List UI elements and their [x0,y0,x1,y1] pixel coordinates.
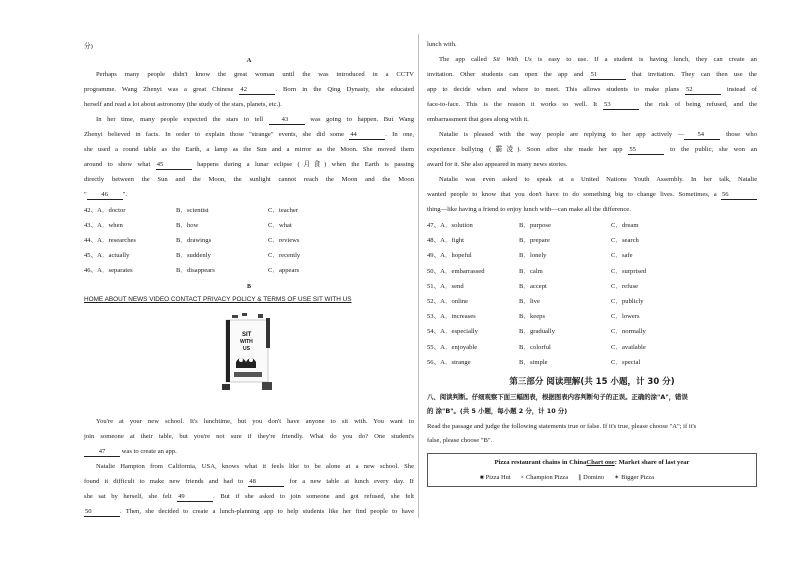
answer-option[interactable]: C．special [611,358,641,366]
passage-line [84,147,414,154]
app-logo-line-2: WITH [240,339,253,345]
text-run: she used a round table as the Earth, a lamp as the Sun and a mirror as the Moon. She moved them [84,146,414,153]
answer-option[interactable]: C．refuse [611,282,639,290]
answer-blank[interactable]: 42 [239,87,275,95]
passage-line [427,57,757,64]
answer-option[interactable]: 47、A．solution [427,222,473,229]
text-run: Zhenyi believed in facts. In order to explain those "strange" events, she did some [84,131,350,138]
answer-option[interactable]: 42、A．doctor [84,207,126,214]
answer-option[interactable]: C．teacher [268,207,299,214]
answer-option[interactable]: B．prepare [519,237,550,245]
legend-marker-icon: × [520,475,525,481]
passage-line [84,162,414,170]
instruction-line2: false, please choose "B". [427,437,493,444]
app-name: Sit With Us [492,56,532,63]
text-run: Natalie is pleased with the way people are replying to her app actively — [439,131,685,138]
answer-option[interactable]: B．disappears [176,267,215,274]
text-run: those who [720,131,757,138]
answer-blank[interactable]: 52 [685,87,721,95]
answer-blank[interactable]: 54 [684,132,720,140]
answer-option[interactable]: B．live [519,298,540,305]
answer-option[interactable]: C．safe [611,252,633,260]
passage-line [84,464,414,471]
chart-one-link[interactable]: Chart one [586,459,615,466]
answer-option[interactable]: 54、A．especially [427,328,478,336]
text-run: is easy to use. If a student is having lunch, they can create an [531,56,757,63]
answer-blank[interactable]: 43 [269,117,305,125]
passage-line [84,132,414,140]
text-run: invitation. Other students can open the app and [427,71,590,78]
answer-option[interactable]: 48、A．fight [427,237,464,245]
passage-line [427,177,757,184]
answer-option[interactable]: C．recently [268,252,301,259]
answer-option[interactable]: C．available [611,343,646,351]
answer-option[interactable]: C．surprised [611,267,647,275]
passage-line [84,87,414,95]
answer-option[interactable]: 46、A．separates [84,267,133,274]
text-run: for a new table at lunch every day. If [284,478,414,485]
answer-option[interactable]: C．appears [268,267,300,274]
text-run: embarrassment that goes along with it. [427,116,529,123]
text-run: that invitation. They can then use the [625,71,757,78]
score-fragment: 分) [84,43,93,50]
section8-line1: 八、阅读判断。仔细观察下面三幅图表，根据图表内容判断句子的正误。正确的涂"A"，错误 [427,393,688,401]
text-run: experience bullying (霸凌). Soon after she made her app [427,146,629,153]
passage-line [84,479,414,487]
legend-label: Pizza Hut [485,474,511,481]
text-run: face-to-face. This is the reason it works so well. It [427,101,604,108]
passage-line [84,419,414,426]
text-run: . Then, she decided to create a lunch-planning app to help students like her find people to have [120,508,414,515]
chart-title-suffix: : Market share of last year [614,459,690,466]
answer-option[interactable]: C．reviews [268,237,300,244]
text-run: . Born in the Qing Dynasty, she educated [275,86,414,93]
app-logo-line-3: US [243,346,250,352]
text-run: . In one, [385,131,415,138]
text-run: instead of [720,86,757,93]
passage-line [84,102,282,109]
text-run: happens during a lunar eclipse (月食) when the Earth is passing [191,161,414,168]
chart-legend [480,475,654,481]
text-run: " [84,191,87,198]
answer-option[interactable]: B．simple [519,358,548,366]
answer-option[interactable]: 51、A．send [427,282,464,290]
text-run: Perhaps many people didn't know the great woman until the was introduced in a CCTV [96,71,414,78]
answer-option[interactable]: C．search [611,237,639,245]
instruction-line1: Read the passage and judge the following statements true or false. If it's true, please choose "A"; if it's [427,423,697,430]
text-run: thing—like having a friend to enjoy lunch with—can make all the difference. [427,206,631,213]
text-run: the risk of being refused, and the [639,101,757,108]
answer-option[interactable]: B．gradually [519,328,555,336]
answer-option[interactable]: C．lowers [611,313,640,321]
answer-option[interactable]: B．scientist [176,207,209,214]
passage-line [427,162,567,169]
answer-option[interactable]: 52、A．online [427,298,469,305]
answer-option[interactable]: B．keeps [519,313,546,321]
answer-blank[interactable]: 47 [84,449,120,457]
text-run: app to decide when and where to meet. This allows students to make plans [427,86,685,93]
passage-line [427,72,757,80]
passage-line [427,42,457,49]
sit-with-us-app-photo [222,310,277,392]
answer-blank[interactable]: 45 [156,162,192,170]
answer-option[interactable]: B．accept [519,282,547,290]
text-run: Natalie was even asked to speak at a United Nations Youth Assembly. In her talk, Natalie [439,176,757,183]
answer-blank[interactable]: 49 [177,494,213,502]
answer-option[interactable]: B．colorful [519,343,551,351]
answer-option[interactable]: 43、A．when [84,222,123,229]
text-run: to the public, she won an [664,146,757,153]
answer-blank[interactable]: 46 [87,192,123,200]
section8-line2: 的 涂"B"。(共 5 小题，每小题 2 分，计 10 分) [427,407,568,415]
text-run: programme. Wang Zhenyi was a great Chinese [84,86,240,93]
passage-line [84,434,414,441]
answer-option[interactable]: B．how [176,222,199,229]
passage-line [427,102,757,110]
text-run: You're at your new school. It's lunchtime, but you don't have anyone to sit with. You want to [96,418,414,425]
answer-option[interactable]: B．lonely [519,252,547,260]
answer-option[interactable]: C．what [268,222,292,229]
text-run: she sat by herself, she felt [84,493,178,500]
passage-line [427,132,757,140]
answer-option[interactable]: 55、A．enjoyable [427,343,478,351]
part3-title: 第三部分 阅读理解(共 15 小题，计 30 分) [509,377,675,387]
legend-label: Bigger Pizza [621,474,654,481]
text-run: was to create an app. [120,448,177,455]
answer-option[interactable]: B．drawings [176,237,212,244]
answer-blank[interactable]: 53 [603,102,639,110]
legend-label: Champion Pizza [526,474,569,481]
chart-header-box [427,453,757,487]
text-run: around to show what [84,161,156,168]
legend-marker-icon: ■ [480,475,484,481]
answer-blank[interactable]: 48 [248,479,284,487]
answer-option[interactable]: B．calm [519,267,543,275]
passage-line [427,117,529,124]
text-run: lunch with. [427,41,457,48]
text-run: ". [122,191,128,198]
passage-line [427,147,757,155]
passage-line [427,207,631,214]
text-run: award for it. She also appeared in many news stories. [427,161,568,168]
answer-option[interactable]: 50、A．embarrassed [427,267,485,275]
passage-line [84,449,177,457]
legend-label: Domino [583,474,605,481]
passage-line [84,509,414,517]
legend-marker-icon: ∥ [578,475,582,481]
passage-b-heading: B [246,284,251,290]
passage-line [84,117,414,125]
text-run: found it difficult to make new friends and had to [84,478,249,485]
text-run: join someone at their table, but you're not sure if they're friendly. What do you do? One student's [84,433,414,440]
passage-line [427,87,757,95]
text-run: . But if she asked to join someone and got refused, she felt [213,493,415,500]
answer-blank[interactable]: 51 [590,72,626,80]
answer-option[interactable]: B．suddenly [176,252,211,259]
column-divider [418,34,419,518]
passage-a-heading: A [246,57,252,64]
legend-marker-icon: ✶ [614,475,620,481]
answer-blank[interactable]: 56 [721,192,757,200]
answer-option[interactable]: C．publicly [611,298,644,305]
text-run: The app called [439,56,493,63]
text-run: Natalie Hampton from California, USA, knows what it feels like to be alone at a new school. She [96,463,414,470]
text-run: directly between the Sun and the Moon, the sunlight cannot reach the Moon and the Moon [84,176,414,183]
answer-option[interactable]: 53、A．increases [427,313,476,321]
text-run: herself and read a lot about astronomy (the study of the stars, planets, etc.). [84,101,282,108]
answer-blank[interactable]: 50 [84,509,120,517]
passage-line [84,192,127,200]
answer-option[interactable]: 56、A．strange [427,358,471,366]
chart-title [428,460,756,467]
answer-blank[interactable]: 55 [628,147,664,155]
answer-option[interactable]: C．dream [611,222,639,229]
answer-blank[interactable]: 44 [349,132,385,140]
passage-line [84,494,414,502]
text-run: In her time, many people expected the stars to tell [96,116,269,123]
answer-option[interactable]: C．normally [611,328,646,336]
text-run: was going to happen. But Wang [304,116,414,123]
passage-line [84,72,414,79]
site-nav-bar: HOME ABOUT NEWS VIDEO CONTACT PRIVACY POLICY & TERMS OF USE SIT WITH US [84,296,352,303]
answer-option[interactable]: 44、A．researches [84,237,136,244]
passage-line [427,192,757,200]
app-logo-line-1: SIT [242,332,252,338]
chart-title-prefix: Pizza restaurant chains in China [494,459,587,466]
answer-option[interactable]: 49、A．hopeful [427,252,472,260]
passage-line [84,177,414,184]
text-run: wanted people to know that you don't have to do something big to change lives. Sometimes, a [427,191,721,198]
answer-option[interactable]: 45、A．actually [84,252,130,259]
answer-option[interactable]: B．purpose [519,222,551,229]
